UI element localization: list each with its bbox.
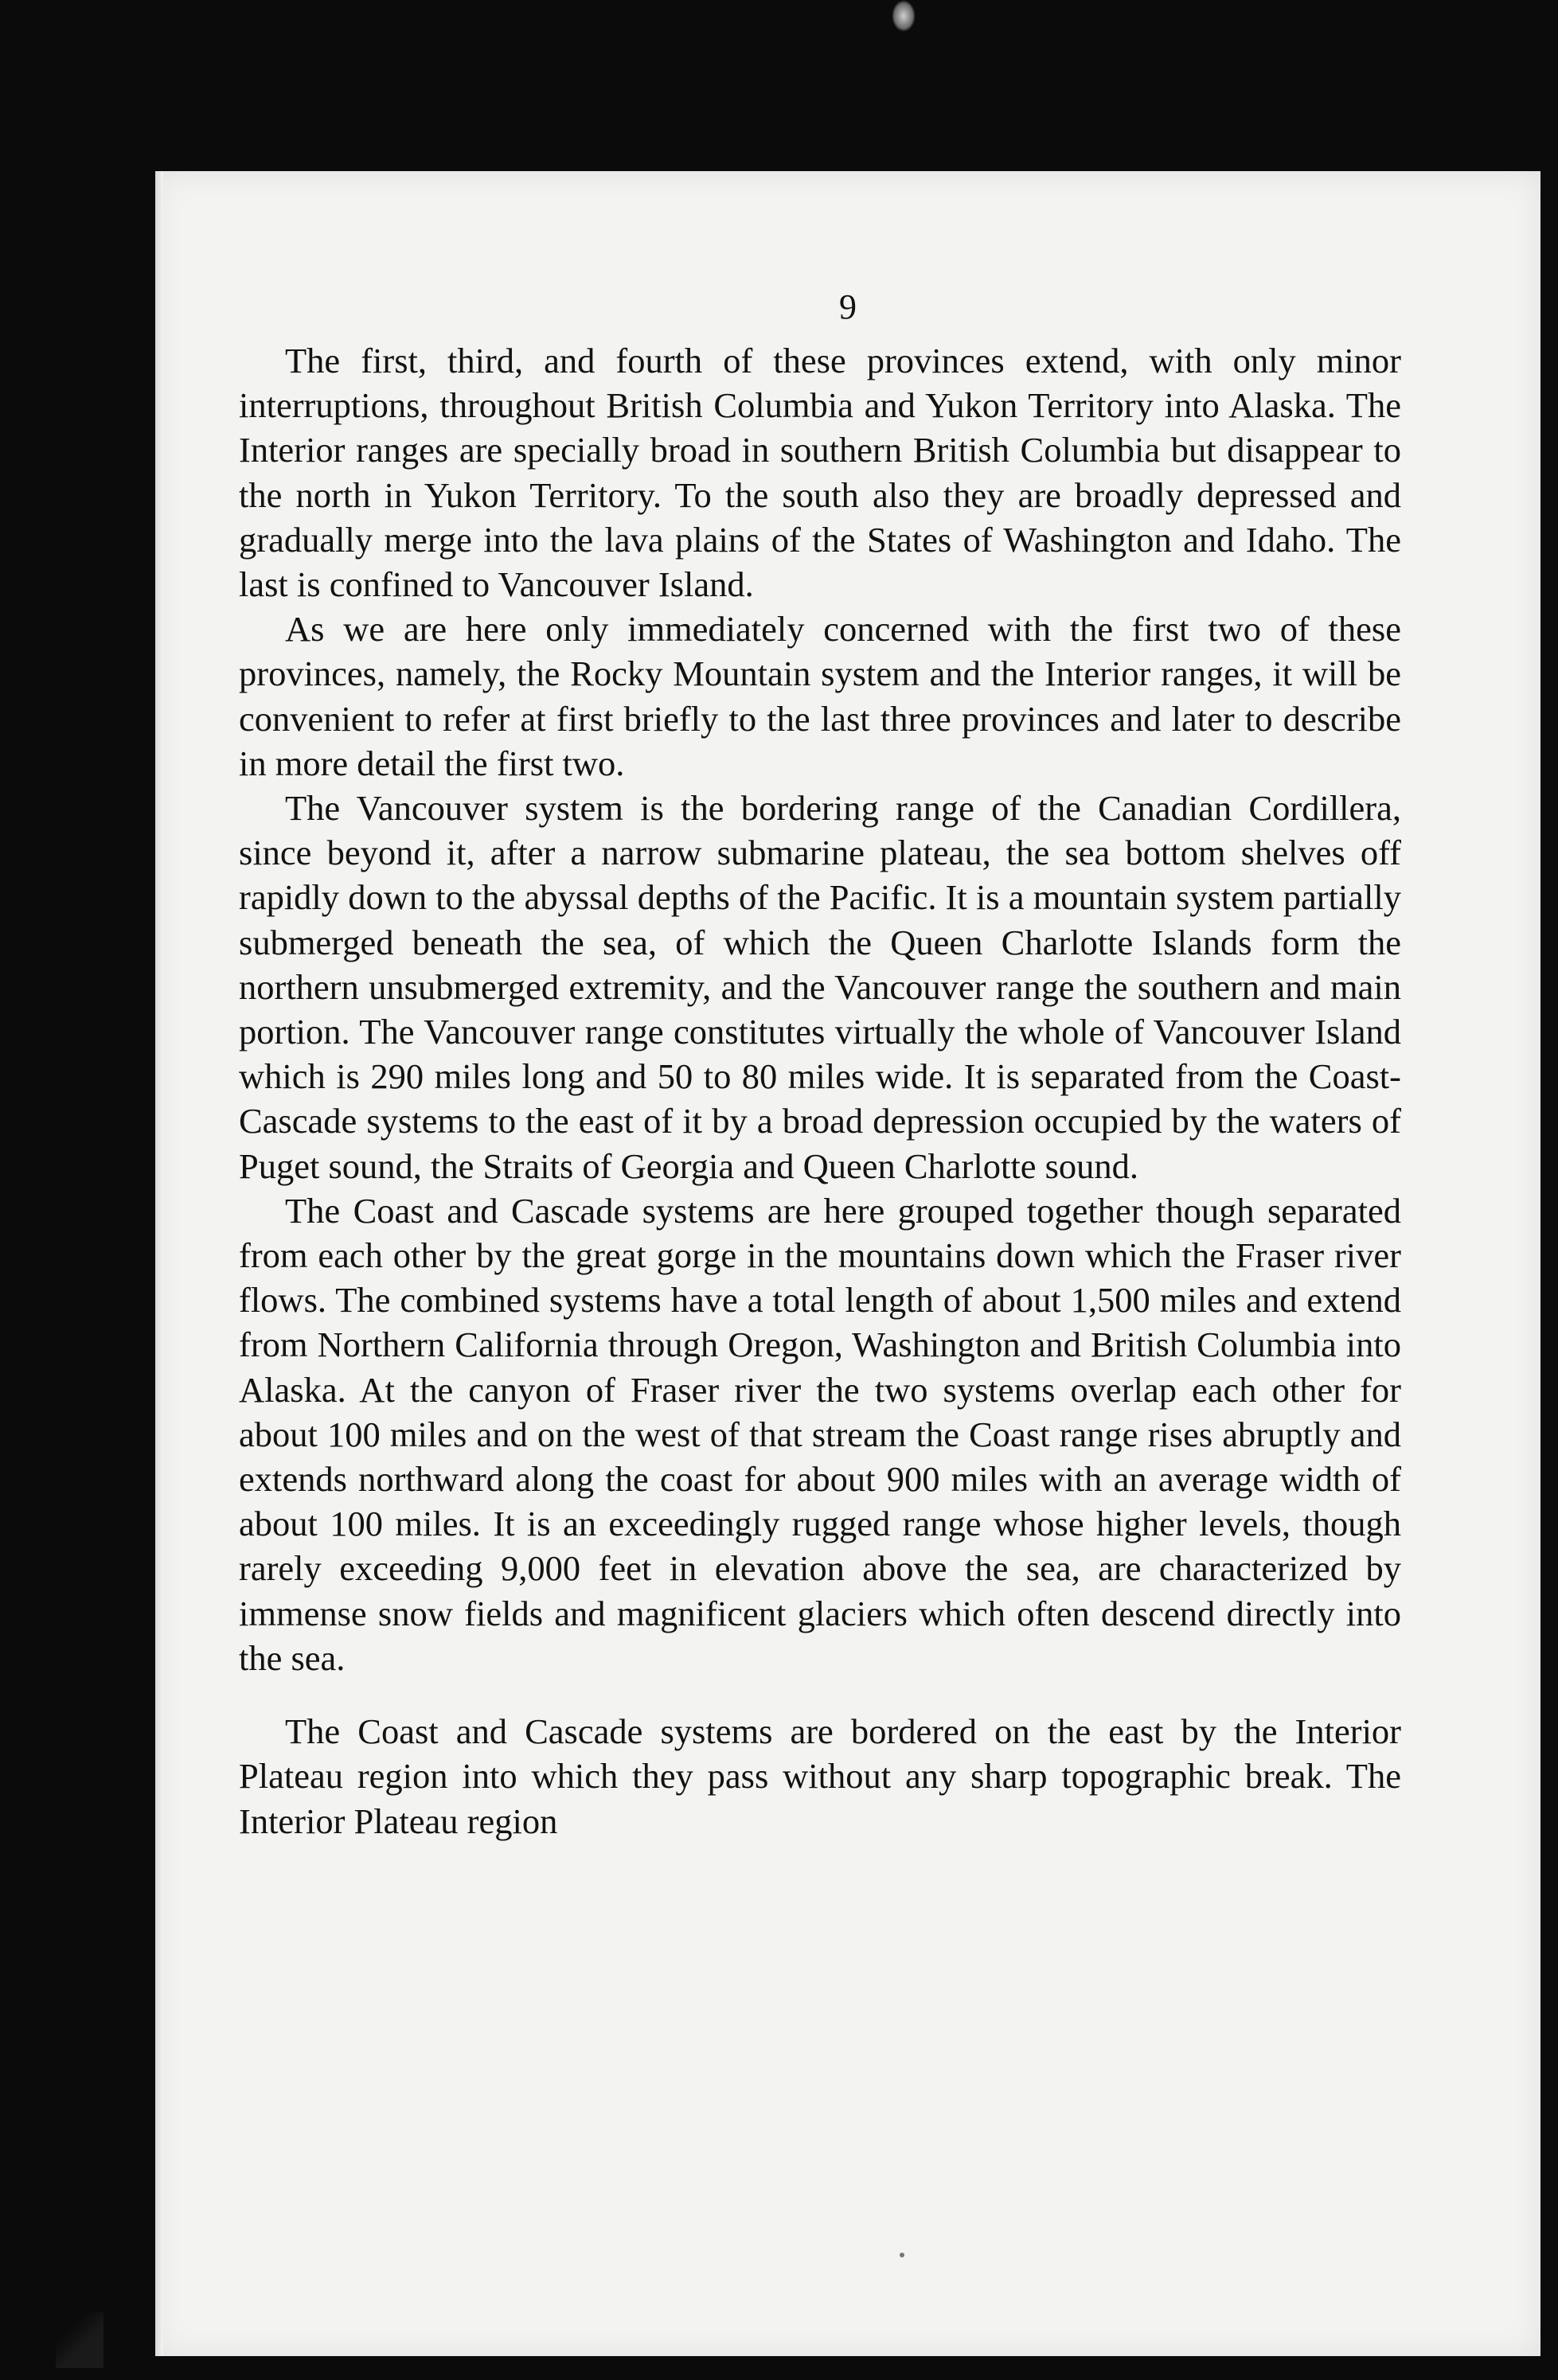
paragraph-2: As we are here only immediately concerned with the first two of these provinces, namely, the Rocky Mountain system and the Interior ranges, it will be convenient to refer at first briefly to the last three provinces and later to describe in more detail the first two. bbox=[239, 609, 1401, 783]
book-page bbox=[155, 171, 1540, 2356]
page-number: 9 bbox=[839, 287, 857, 326]
paragraph-5: The Coast and Cascade systems are bordered on the east by the Interior Plateau region into which they pass without any sharp topographic break. The Interior Plateau region bbox=[239, 1711, 1401, 1841]
paragraph-4: The Coast and Cascade systems are here grouped together though separated from each other by the great gorge in the mountains down which the Fraser river flows. The combined systems have a total length of about 1,500 miles and extend from Northern California through Oregon, Washington and British Columbia into Alaska. At the canyon of Fraser river the two systems overlap each other for about 100 miles and on the west of that stream the Coast range rises abruptly and extends northward along the coast for about 900 miles with an average width of about 100 miles. It is an exceedingly rugged range whose higher levels, though rarely exceeding 9,000 feet in elevation above the sea, are characterized by immense snow fields and magnificent glaciers which often descend directly into the sea. bbox=[239, 1190, 1401, 1678]
page-edge-shadow bbox=[155, 171, 163, 2356]
paragraph-3: The Vancouver system is the bordering range of the Canadian Cordillera, since beyond it, after a narrow submarine plateau, the sea bottom shelves off rapidly down to the abyssal depths of the Pacific. It is a mountain system partially submerged beneath the sea, of which the Queen Charlotte Islands form the northern unsubmerged extremity, and the Vancouver range the southern and main portion. The Vancouver range constitutes virtually the whole of Vancouver Island which is 290 miles long and 50 to 80 miles wide. It is separated from the Coast-Cascade systems to the east of it by a broad depression occupied by the waters of Puget sound, the Straits of Georgia and Queen Charlotte sound. bbox=[239, 788, 1401, 1186]
page-text bbox=[239, 338, 1401, 1844]
scan-corner-mark bbox=[56, 2312, 103, 2368]
scan-mark bbox=[892, 0, 916, 32]
paper-speck bbox=[900, 2253, 904, 2257]
paragraph-1: The first, third, and fourth of these provinces extend, with only minor interruptions, throughout British Columbia and Yukon Territory into Alaska. The Interior ranges are specially broad in southern British Columbia but disappear to the north in Yukon Territory. To the south also they are broadly depressed and gradually merge into the lava plains of the States of Washington and Idaho. The last is confined to Vancouver Island. bbox=[239, 341, 1401, 605]
